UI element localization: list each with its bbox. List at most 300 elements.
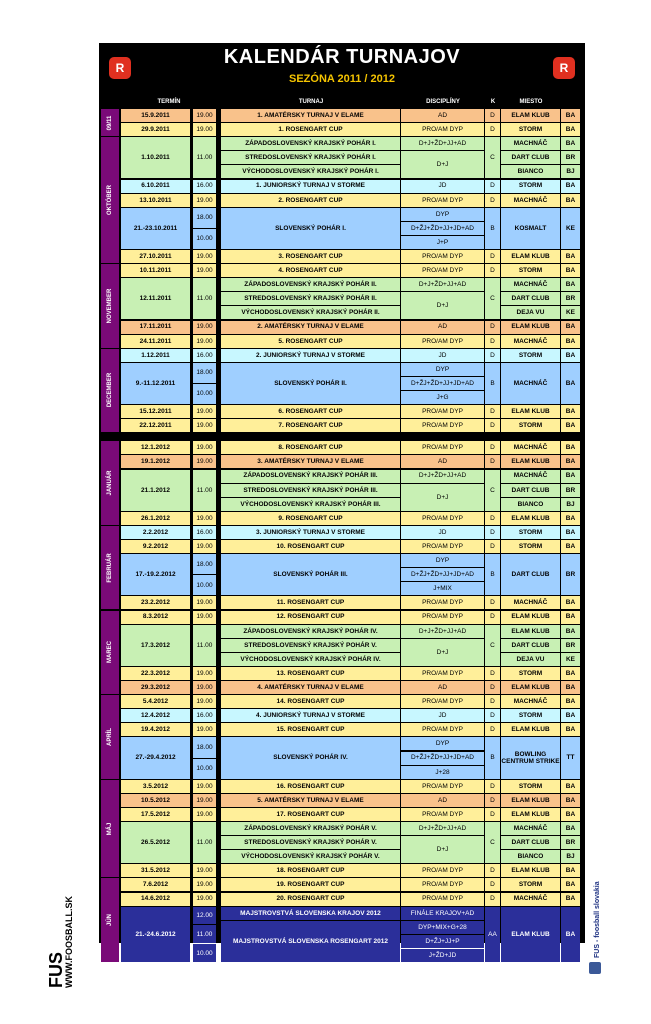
row-tournament: 18. ROSENGART CUP (221, 864, 400, 877)
month-label (101, 526, 119, 610)
month-label-text: NOVEMBER (107, 288, 113, 324)
row-time: 19.00 (193, 723, 216, 736)
row-city: BA (561, 893, 580, 906)
facebook-icon (589, 962, 601, 974)
row-tournament: 9. ROSENGART CUP (221, 512, 400, 525)
row-date: 14.6.2012 (121, 893, 190, 906)
row-city: BA (561, 363, 580, 404)
row-city: BR (561, 639, 580, 652)
row-category: D (485, 893, 500, 906)
row-discipline: AD (401, 794, 484, 807)
row-time: 18.00 (193, 208, 216, 228)
row-city: BA (561, 709, 580, 722)
row-tournament: SLOVENSKÝ POHÁR II. (221, 363, 400, 404)
row-tournament: 12. ROSENGART CUP (221, 611, 400, 624)
row-time: 16.00 (193, 180, 216, 193)
row-tournament: 1. ROSENGART CUP (221, 123, 400, 136)
month-label-text: DECEMBER (107, 373, 113, 408)
row-tournament: 7. ROSENGART CUP (221, 419, 400, 432)
row-date: 9.-11.12.2011 (121, 363, 190, 404)
row-discipline: PRO/AM DYP (401, 123, 484, 136)
row-place: MACHNÁČ (501, 470, 560, 483)
row-place: STORM (501, 540, 560, 553)
row-time: 10.00 (193, 759, 216, 779)
row-time: 18.00 (193, 554, 216, 574)
row-place: ELAM KLUB (501, 405, 560, 418)
row-place: MACHNÁČ (501, 893, 560, 906)
row-date: 5.4.2012 (121, 695, 190, 708)
row-discipline: PRO/AM DYP (401, 864, 484, 877)
month-label (101, 264, 119, 348)
row-tournament: 19. ROSENGART CUP (221, 878, 400, 891)
row-time: 16.00 (193, 349, 216, 362)
row-tournament: STREDOSLOVENSKÝ KRAJSKÝ POHÁR V. (221, 639, 400, 652)
row-date: 29.3.2012 (121, 681, 190, 694)
month-label (101, 349, 119, 433)
row-discipline: JD (401, 526, 484, 539)
row-time: 18.00 (193, 737, 216, 757)
row-category: D (485, 109, 500, 122)
row-tournament: SLOVENSKÝ POHÁR IV. (221, 737, 400, 778)
row-date: 8.3.2012 (121, 611, 190, 624)
row-discipline: JD (401, 180, 484, 193)
row-tournament: STREDOSLOVENSKÝ KRAJSKÝ POHÁR I. (221, 151, 400, 164)
row-tournament: SLOVENSKÝ POHÁR III. (221, 554, 400, 595)
row-city: BR (561, 484, 580, 497)
row-place: DART CLUB (501, 484, 560, 497)
row-category: D (485, 441, 500, 454)
row-date: 19.4.2012 (121, 723, 190, 736)
row-time: 11.00 (193, 925, 216, 943)
row-city: BA (561, 808, 580, 821)
row-time: 11.00 (193, 470, 216, 511)
row-place: STORM (501, 780, 560, 793)
row-category: C (485, 470, 500, 511)
row-time: 19.00 (193, 681, 216, 694)
row-city: BA (561, 441, 580, 454)
row-category: D (485, 780, 500, 793)
row-category: C (485, 822, 500, 863)
row-discipline: DYP (401, 737, 484, 750)
row-time: 11.00 (193, 137, 216, 178)
row-date: 27.10.2011 (121, 250, 190, 263)
row-city: BA (561, 512, 580, 525)
rosengart-logo-icon: R (553, 57, 575, 79)
row-discipline: J+28 (401, 766, 484, 779)
row-place: MACHNÁČ (501, 695, 560, 708)
row-tournament: 6. ROSENGART CUP (221, 405, 400, 418)
row-discipline: PRO/AM DYP (401, 878, 484, 891)
row-time: 19.00 (193, 264, 216, 277)
row-date: 15.9.2011 (121, 109, 190, 122)
row-time: 19.00 (193, 596, 216, 609)
row-city: BA (561, 878, 580, 891)
row-discipline: AD (401, 455, 484, 468)
row-discipline: PRO/AM DYP (401, 695, 484, 708)
row-tournament: 14. ROSENGART CUP (221, 695, 400, 708)
row-category: D (485, 264, 500, 277)
row-tournament: 4. ROSENGART CUP (221, 264, 400, 277)
row-time: 11.00 (193, 822, 216, 863)
row-place: MACHNÁČ (501, 335, 560, 348)
row-date: 21.1.2012 (121, 470, 190, 511)
row-discipline: PRO/AM DYP (401, 250, 484, 263)
row-date: 17.5.2012 (121, 808, 190, 821)
row-category: B (485, 208, 500, 249)
row-time: 11.00 (193, 625, 216, 666)
month-label (101, 878, 119, 962)
row-category: D (485, 321, 500, 334)
row-date: 17.3.2012 (121, 625, 190, 666)
row-tournament: ZÁPADOSLOVENSKÝ KRAJSKÝ POHÁR III. (221, 470, 400, 483)
row-category: C (485, 137, 500, 178)
row-tournament: 1. AMATÉRSKY TURNAJ V ELAME (221, 109, 400, 122)
calendar-sheet (99, 43, 585, 959)
row-place: DEJA VU (501, 306, 560, 319)
row-date: 1.10.2011 (121, 137, 190, 178)
row-time: 19.00 (193, 250, 216, 263)
row-discipline: JD (401, 709, 484, 722)
row-category: D (485, 405, 500, 418)
row-tournament: VÝCHODOSLOVENSKÝ KRAJSKÝ POHÁR III. (221, 498, 400, 511)
row-discipline: D+J (401, 639, 484, 666)
facebook-label: FUS - foosball slovakia (594, 881, 601, 958)
month-label (101, 780, 119, 878)
col-turnaj: TURNAJ (298, 99, 324, 105)
row-discipline: D+J (401, 292, 484, 319)
row-discipline: DYP (401, 554, 484, 567)
row-time: 10.00 (193, 944, 216, 962)
row-city: BR (561, 292, 580, 305)
row-category: C (485, 278, 500, 319)
season-subtitle: SEZÓNA 2011 / 2012 (289, 73, 395, 85)
row-tournament: 2. JUNIORSKÝ TURNAJ V STORME (221, 349, 400, 362)
row-city: BA (561, 780, 580, 793)
row-time: 19.00 (193, 419, 216, 432)
row-city: BA (561, 349, 580, 362)
row-place: KOSMALT (501, 208, 560, 249)
row-date: 12.4.2012 (121, 709, 190, 722)
row-discipline: PRO/AM DYP (401, 405, 484, 418)
row-category: B (485, 363, 500, 404)
row-city: BA (561, 180, 580, 193)
row-date: 29.9.2011 (121, 123, 190, 136)
row-time: 19.00 (193, 405, 216, 418)
row-category: D (485, 794, 500, 807)
row-discipline: J+G (401, 391, 484, 404)
row-category: D (485, 455, 500, 468)
col-termin: TERMÍN (157, 99, 181, 105)
row-place: MACHNÁČ (501, 822, 560, 835)
row-discipline: D+J (401, 836, 484, 863)
row-time: 19.00 (193, 878, 216, 891)
row-city: BA (561, 194, 580, 207)
row-discipline: JD (401, 349, 484, 362)
row-place: MACHNÁČ (501, 278, 560, 291)
row-city: BA (561, 419, 580, 432)
row-discipline: D+ŽJ+ŽD+JJ+JD+AD (401, 568, 484, 581)
row-city: KE (561, 208, 580, 249)
row-place: MACHNÁČ (501, 194, 560, 207)
row-discipline: D+J+ŽD+JJ+AD (401, 625, 484, 638)
row-city: BA (561, 596, 580, 609)
row-discipline: PRO/AM DYP (401, 667, 484, 680)
row-tournament: 16. ROSENGART CUP (221, 780, 400, 793)
row-place: ELAM KLUB (501, 109, 560, 122)
row-category: D (485, 512, 500, 525)
row-time: 18.00 (193, 363, 216, 383)
row-tournament: 5. ROSENGART CUP (221, 335, 400, 348)
row-time: 10.00 (193, 575, 216, 595)
row-place: ELAM KLUB (501, 321, 560, 334)
row-date: 24.11.2011 (121, 335, 190, 348)
row-city: BA (561, 907, 580, 962)
row-tournament: 4. JUNIORSKÝ TURNAJ V STORME (221, 709, 400, 722)
row-city: BA (561, 405, 580, 418)
row-discipline: DYP (401, 363, 484, 376)
fus-brand: FUS (46, 952, 66, 988)
month-label-text: MÁJ (107, 822, 113, 835)
row-place: STORM (501, 349, 560, 362)
row-tournament: 10. ROSENGART CUP (221, 540, 400, 553)
row-city: BA (561, 625, 580, 638)
row-time: 19.00 (193, 335, 216, 348)
row-discipline: PRO/AM DYP (401, 611, 484, 624)
row-date: 12.11.2011 (121, 278, 190, 319)
row-place: STORM (501, 419, 560, 432)
row-date: 10.11.2011 (121, 264, 190, 277)
row-tournament: STREDOSLOVENSKÝ KRAJSKÝ POHÁR V. (221, 836, 400, 849)
row-date: 19.1.2012 (121, 455, 190, 468)
row-tournament: 3. JUNIORSKÝ TURNAJ V STORME (221, 526, 400, 539)
row-city: BA (561, 278, 580, 291)
row-place: DART CLUB (501, 151, 560, 164)
row-time: 19.00 (193, 695, 216, 708)
row-category: D (485, 540, 500, 553)
row-place: BOWLING CENTRUM STRIKE (501, 737, 560, 778)
row-place: BIANCO (501, 850, 560, 863)
row-city: BJ (561, 850, 580, 863)
col-k: K (490, 99, 496, 105)
row-discipline: D+ŽJ+ŽD+JJ+JD+AD (401, 377, 484, 390)
row-tournament: 20. ROSENGART CUP (221, 893, 400, 906)
row-tournament: ZÁPADOSLOVENSKÝ KRAJSKÝ POHÁR IV. (221, 625, 400, 638)
row-time: 12.00 (193, 907, 216, 925)
row-category: D (485, 526, 500, 539)
row-tournament: ZÁPADOSLOVENSKÝ KRAJSKÝ POHÁR V. (221, 822, 400, 835)
row-city: BA (561, 723, 580, 736)
row-category: D (485, 349, 500, 362)
row-tournament: 3. AMATÉRSKY TURNAJ V ELAME (221, 455, 400, 468)
row-city: BA (561, 470, 580, 483)
row-place: MACHNÁČ (501, 596, 560, 609)
month-label (101, 441, 119, 525)
row-tournament: 5. AMATÉRSKY TURNAJ V ELAME (221, 794, 400, 807)
row-time: 19.00 (193, 864, 216, 877)
row-date: 27.-29.4.2012 (121, 737, 190, 778)
row-city: BR (561, 554, 580, 595)
month-label-text: FEBRUÁR (107, 553, 113, 583)
month-label-text: MAREC (107, 641, 113, 664)
row-category: D (485, 123, 500, 136)
row-place: DART CLUB (501, 292, 560, 305)
row-place: ELAM KLUB (501, 907, 560, 962)
row-time: 10.00 (193, 384, 216, 404)
month-label (101, 611, 119, 695)
row-place: ELAM KLUB (501, 794, 560, 807)
row-discipline: J+P (401, 236, 484, 249)
row-city: BA (561, 526, 580, 539)
row-tournament: MAJSTROVSTVÁ SLOVENSKA KRAJOV 2012 (221, 907, 400, 920)
row-place: ELAM KLUB (501, 864, 560, 877)
row-place: STORM (501, 526, 560, 539)
row-place: STORM (501, 878, 560, 891)
facebook-note (585, 850, 607, 980)
row-city: BR (561, 151, 580, 164)
row-discipline: D+J (401, 484, 484, 511)
row-city: BA (561, 667, 580, 680)
col-disc: DISCIPLÍNY (426, 99, 460, 105)
row-city: BA (561, 321, 580, 334)
row-place: ELAM KLUB (501, 723, 560, 736)
row-city: BA (561, 264, 580, 277)
row-tournament: ZÁPADOSLOVENSKÝ KRAJSKÝ POHÁR I. (221, 137, 400, 150)
row-tournament: 13. ROSENGART CUP (221, 667, 400, 680)
row-city: BA (561, 123, 580, 136)
row-city: BA (561, 611, 580, 624)
row-tournament: 11. ROSENGART CUP (221, 596, 400, 609)
row-city: BA (561, 137, 580, 150)
row-discipline: FINÁLE KRAJOV+AD (401, 907, 484, 920)
row-tournament: 17. ROSENGART CUP (221, 808, 400, 821)
row-discipline: PRO/AM DYP (401, 441, 484, 454)
row-place: MACHNÁČ (501, 363, 560, 404)
row-city: BA (561, 455, 580, 468)
row-place: STORM (501, 709, 560, 722)
row-time: 16.00 (193, 709, 216, 722)
month-label (101, 109, 119, 136)
row-place: ELAM KLUB (501, 808, 560, 821)
row-time: 19.00 (193, 540, 216, 553)
row-place: MACHNÁČ (501, 137, 560, 150)
row-city: BJ (561, 165, 580, 178)
row-place: ELAM KLUB (501, 625, 560, 638)
row-tournament: STREDOSLOVENSKÝ KRAJSKÝ POHÁR II. (221, 292, 400, 305)
row-category: D (485, 596, 500, 609)
row-city: KE (561, 653, 580, 666)
row-time: 19.00 (193, 794, 216, 807)
row-category: D (485, 250, 500, 263)
row-place: STORM (501, 180, 560, 193)
row-city: KE (561, 306, 580, 319)
row-discipline: DYP+MIX+G+28 (401, 921, 484, 934)
row-place: MACHNÁČ (501, 441, 560, 454)
row-date: 17.11.2011 (121, 321, 190, 334)
header (99, 43, 585, 95)
row-city: BR (561, 836, 580, 849)
row-tournament: VÝCHODOSLOVENSKÝ KRAJSKÝ POHÁR V. (221, 850, 400, 863)
row-city: BA (561, 540, 580, 553)
row-city: BA (561, 250, 580, 263)
row-tournament: VÝCHODOSLOVENSKÝ KRAJSKÝ POHÁR II. (221, 306, 400, 319)
row-category: D (485, 419, 500, 432)
row-date: 22.3.2012 (121, 667, 190, 680)
row-tournament: 3. ROSENGART CUP (221, 250, 400, 263)
row-time: 19.00 (193, 455, 216, 468)
row-discipline: PRO/AM DYP (401, 723, 484, 736)
row-city: BA (561, 822, 580, 835)
row-discipline: D+J+ŽD+JJ+AD (401, 822, 484, 835)
row-time: 19.00 (193, 194, 216, 207)
row-category: D (485, 808, 500, 821)
row-tournament: 8. ROSENGART CUP (221, 441, 400, 454)
row-time: 10.00 (193, 229, 216, 249)
row-discipline: PRO/AM DYP (401, 512, 484, 525)
row-place: DART CLUB (501, 836, 560, 849)
site-url: WWW.FOOSBALL.SK (64, 896, 74, 988)
row-time: 19.00 (193, 123, 216, 136)
row-time: 11.00 (193, 278, 216, 319)
row-tournament: STREDOSLOVENSKÝ KRAJSKÝ POHÁR III. (221, 484, 400, 497)
row-city: BA (561, 681, 580, 694)
row-date: 1.12.2011 (121, 349, 190, 362)
row-time: 19.00 (193, 893, 216, 906)
row-category: AA (485, 907, 500, 962)
row-tournament: 15. ROSENGART CUP (221, 723, 400, 736)
row-discipline: D+ŽJ+ŽD+JJ+JD+AD (401, 752, 484, 765)
month-label (101, 137, 119, 263)
row-place: BIANCO (501, 498, 560, 511)
row-city: BA (561, 794, 580, 807)
row-discipline: PRO/AM DYP (401, 540, 484, 553)
row-date: 10.5.2012 (121, 794, 190, 807)
row-time: 19.00 (193, 667, 216, 680)
row-category: D (485, 723, 500, 736)
row-discipline: AD (401, 109, 484, 122)
row-date: 23.2.2012 (121, 596, 190, 609)
row-place: ELAM KLUB (501, 512, 560, 525)
page-title: KALENDÁR TURNAJOV (223, 46, 461, 68)
row-discipline: J+ŽD+JD (401, 949, 484, 962)
row-category: B (485, 554, 500, 595)
row-tournament: 2. AMATÉRSKY TURNAJ V ELAME (221, 321, 400, 334)
row-category: D (485, 194, 500, 207)
row-city: BA (561, 695, 580, 708)
row-discipline: PRO/AM DYP (401, 264, 484, 277)
row-discipline: J+MIX (401, 582, 484, 595)
row-date: 2.2.2012 (121, 526, 190, 539)
row-discipline: PRO/AM DYP (401, 780, 484, 793)
row-date: 21.-23.10.2011 (121, 208, 190, 249)
row-discipline: PRO/AM DYP (401, 335, 484, 348)
row-city: TT (561, 737, 580, 778)
row-place: STORM (501, 123, 560, 136)
row-discipline: AD (401, 321, 484, 334)
row-date: 13.10.2011 (121, 194, 190, 207)
row-date: 31.5.2012 (121, 864, 190, 877)
row-place: ELAM KLUB (501, 681, 560, 694)
row-date: 21.-24.6.2012 (121, 907, 190, 962)
row-discipline: PRO/AM DYP (401, 596, 484, 609)
month-label (101, 695, 119, 779)
row-tournament: 4. AMATÉRSKY TURNAJ V ELAME (221, 681, 400, 694)
row-date: 17.-19.2.2012 (121, 554, 190, 595)
row-date: 7.6.2012 (121, 878, 190, 891)
month-label-text: JANUÁR (107, 470, 113, 496)
row-date: 6.10.2011 (121, 180, 190, 193)
row-time: 19.00 (193, 808, 216, 821)
row-category: D (485, 611, 500, 624)
